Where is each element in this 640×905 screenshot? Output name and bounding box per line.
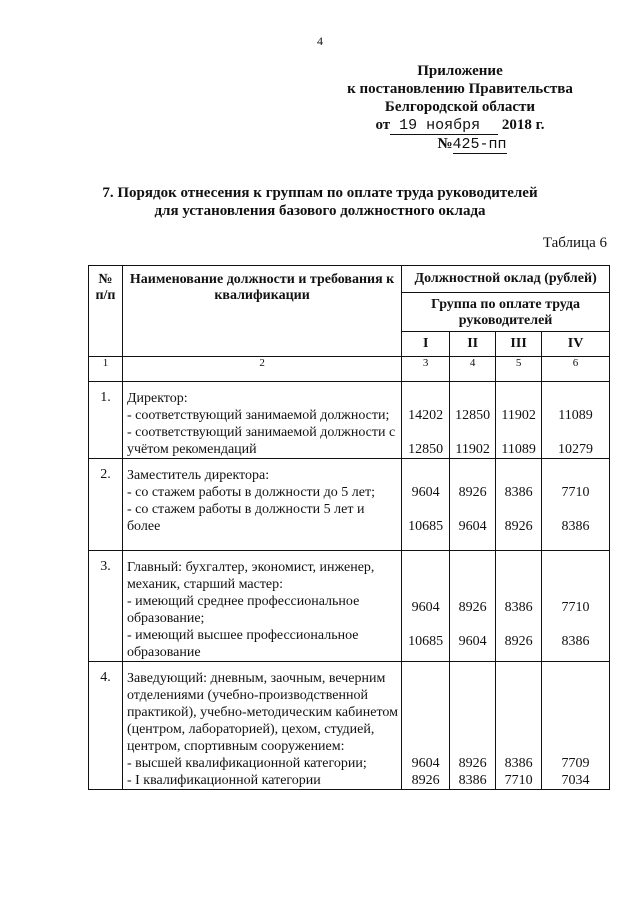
- value-cell: 8926 9604: [450, 459, 496, 551]
- value-cell: 8386 8926: [496, 459, 542, 551]
- header-group-iv: IV: [542, 332, 610, 357]
- appendix-line2: Белгородской области: [384, 99, 536, 115]
- section-title: [0, 184, 640, 220]
- row-line: - имеющий высшее профессиональное: [126, 628, 359, 643]
- header-group-iii: III: [496, 332, 542, 357]
- row-title: Директор:: [126, 391, 188, 406]
- column-index-row: [89, 357, 610, 382]
- row-line: - I квалификационной категории: [126, 773, 321, 788]
- value-cell: 7710 8386: [542, 459, 610, 551]
- row-line: учётом рекомендаций: [126, 442, 257, 457]
- value-cell: 9604 10685: [402, 459, 450, 551]
- value-cell: 8926 8386: [450, 662, 496, 790]
- appendix-number-line: [330, 135, 590, 154]
- row-line: механик, старший мастер:: [126, 577, 284, 592]
- row-line: образование: [126, 645, 201, 660]
- appendix-title: Приложение: [417, 63, 503, 79]
- number-value: 425-пп: [452, 136, 507, 153]
- header-group-i: I: [402, 332, 450, 357]
- row-description: [122, 459, 401, 551]
- appendix-line1: к постановлению Правительства: [347, 81, 573, 97]
- section-title-line1: 7. Порядок отнесения к группам по оплате труда руководителей: [102, 185, 538, 201]
- value-cell: 8926 9604: [450, 551, 496, 662]
- appendix-header: [330, 62, 590, 154]
- table-row: [89, 459, 610, 551]
- column-index: 4: [450, 357, 496, 382]
- row-line: - со стажем работы в должности 5 лет и: [126, 502, 365, 517]
- value-cell: 11902 11089: [496, 382, 542, 459]
- date-prefix: от: [375, 117, 391, 133]
- row-line: образование;: [126, 611, 205, 626]
- table-row: [89, 662, 610, 790]
- table-label: Таблица 6: [542, 235, 607, 251]
- row-title: Заместитель директора:: [126, 468, 270, 483]
- row-line: (центром, лабораторией), цехом, студией,: [126, 722, 375, 737]
- section-title-line2: для установления базового должностного оклада: [154, 203, 486, 219]
- column-index: 1: [89, 357, 123, 382]
- row-number: 1.: [89, 382, 123, 459]
- column-index: 2: [122, 357, 401, 382]
- page-number: 4: [317, 34, 323, 48]
- value-cell: 11089 10279: [542, 382, 610, 459]
- row-line: практикой), учебно-методическим кабинетом: [126, 705, 398, 720]
- row-line: более: [126, 519, 161, 534]
- row-title: Главный: бухгалтер, экономист, инженер,: [126, 560, 375, 575]
- date-year: 2018 г.: [501, 117, 545, 133]
- row-number: 2.: [89, 459, 123, 551]
- number-prefix: №: [437, 136, 453, 152]
- header-group-ii: II: [450, 332, 496, 357]
- header-salary: Должностной оклад (рублей): [402, 266, 610, 293]
- row-line: - со стажем работы в должности до 5 лет;: [126, 485, 375, 500]
- value-cell: 8386 7710: [496, 662, 542, 790]
- row-line: - имеющий среднее профессиональное: [126, 594, 360, 609]
- header-name: Наименование должности и требования к квалификации: [122, 266, 401, 357]
- row-line: - соответствующий занимаемой должности с: [126, 425, 396, 440]
- value-cell: 7709 7034: [542, 662, 610, 790]
- header-group: Группа по оплате труда руководителей: [402, 293, 610, 332]
- row-title: Заведующий: дневным, заочным, вечерним: [126, 671, 386, 686]
- appendix-date-line: [330, 116, 590, 135]
- row-description: [122, 382, 401, 459]
- value-cell: 12850 11902: [450, 382, 496, 459]
- column-index: 3: [402, 357, 450, 382]
- value-cell: 9604 8926: [402, 662, 450, 790]
- row-number: 3.: [89, 551, 123, 662]
- row-line: - соответствующий занимаемой должности;: [126, 408, 390, 423]
- salary-table: [88, 265, 610, 790]
- row-line: - высшей квалификационной категории;: [126, 756, 367, 771]
- row-description: [122, 662, 401, 790]
- table-row: [89, 551, 610, 662]
- column-index: 6: [542, 357, 610, 382]
- date-value: 19 ноября: [390, 118, 498, 135]
- value-cell: 9604 10685: [402, 551, 450, 662]
- column-index: 5: [496, 357, 542, 382]
- row-line: центром, спортивным сооружением:: [126, 739, 345, 754]
- value-cell: 8386 8926: [496, 551, 542, 662]
- table-row: [89, 382, 610, 459]
- header-num: № п/п: [89, 266, 123, 357]
- row-description: [122, 551, 401, 662]
- row-number: 4.: [89, 662, 123, 790]
- row-line: отделениями (учебно-производственной: [126, 688, 368, 703]
- value-cell: 7710 8386: [542, 551, 610, 662]
- value-cell: 14202 12850: [402, 382, 450, 459]
